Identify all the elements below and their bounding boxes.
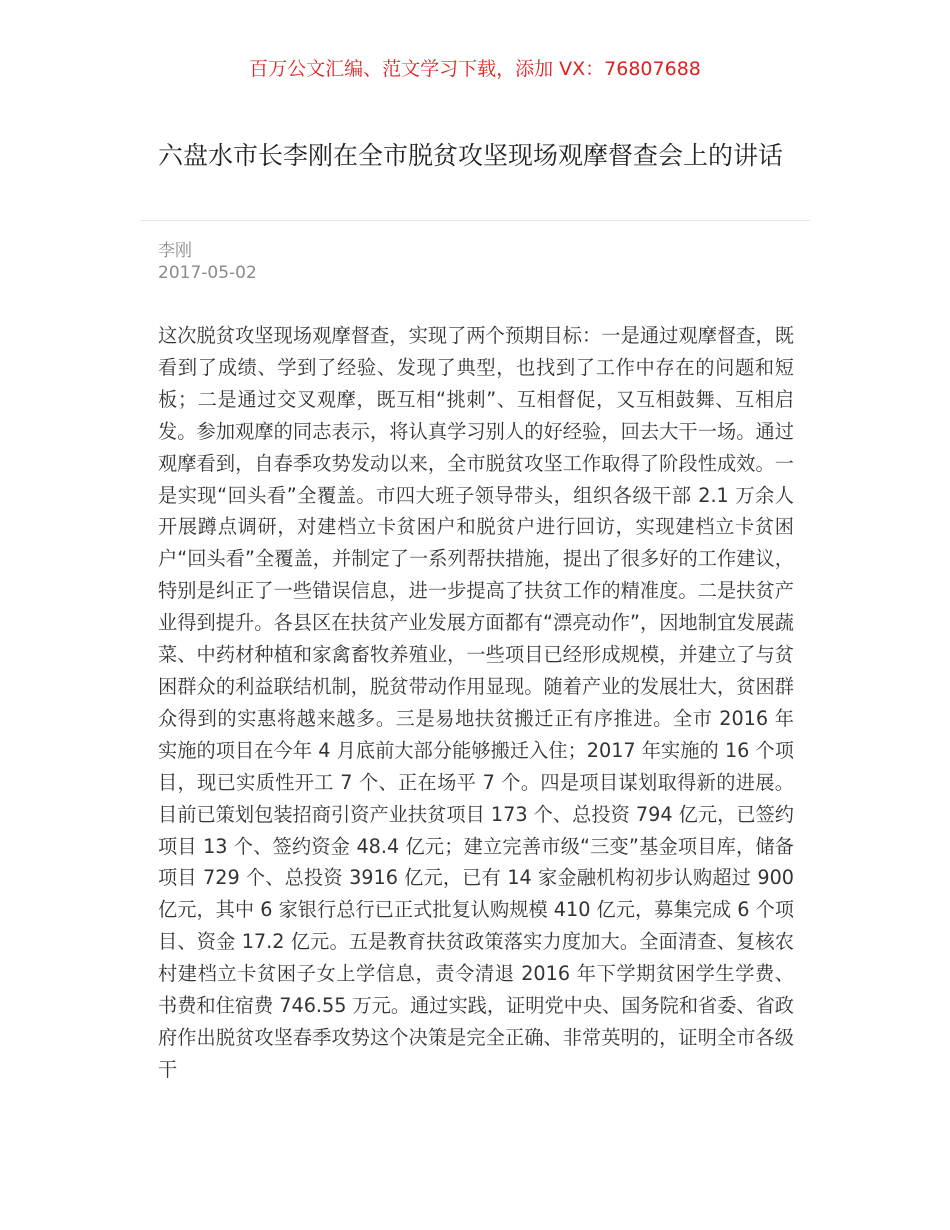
article-author: 李刚 bbox=[158, 241, 192, 261]
article-body: 这次脱贫攻坚现场观摩督查，实现了两个预期目标：一是通过观摩督查，既看到了成绩、学到了经验、发现了典型，也找到了工作中存在的问题和短板；二是通过交叉观摩，既互相“挑刺”、互相督促，又互相鼓舞、互相启发。参加观摩的同志表示，将认真学习别人的好经验，回去大干一场。通过观摩看到，自春季攻势发动以来，全市脱贫攻坚工作取得了阶段性成效。一是实现“回头看”全覆盖。市四大班子领导带头，组织各级干部 2.1 万余人开展蹲点调研，对建档立卡贫困户和脱贫户进行回访，实现建档立卡贫困户“回头看”全覆盖，并制定了一系列帮扶措施，提出了很多好的工作建议，特别是纠正了一些错误信息，进一步提高了扶贫工作的精准度。二是扶贫产业得到提升。各县区在扶贫产业发展方面都有“漂亮动作”，因地制宜发展蔬菜、中药材种植和家禽畜牧养殖业，一些项目已经形成规模，并建立了与贫困群众的利益联结机制，脱贫带动作用显现。随着产业的发展壮大，贫困群众得到的实惠将越来越多。三是易地扶贫搬迁正有序推进。全市 2016 年实施的项目在今年 4 月底前大部分能够搬迁入住；2017 年实施的 16 个项目，现已实质性开工 7 个、正在场平 7 个。四是项目谋划取得新的进展。目前已策划包装招商引资产业扶贫项目 173 个、总投资 794 亿元，已签约项目 13 个、签约资金 48.4 亿元；建立完善市级“三变”基金项目库，储备项目 729 个、总投资 3916 亿元，已有 14 家金融机构初步认购超过 900 亿元，其中 6 家银行总行已正式批复认购规模 410 亿元，募集完成 6 个项目、资金 17.2 亿元。五是教育扶贫政策落实力度加大。全面清查、复核农村建档立卡贫困子女上学信息，责令清退 2016 年下学期贫困学生学费、书费和住宿费 746.55 万元。通过实践，证明党中央、国务院和省委、省政府作出脱贫攻坚春季攻势这个决策是完全正确、非常英明的，证明全市各级干 bbox=[158, 324, 794, 1081]
title-divider bbox=[140, 220, 810, 221]
article-date: 2017-05-02 bbox=[158, 263, 257, 283]
article-title: 六盘水市长李刚在全市脱贫攻坚现场观摩督查会上的讲话 bbox=[158, 141, 784, 170]
download-banner[interactable]: 百万公文汇编、范文学习下载，添加 VX：76807688 bbox=[249, 58, 701, 80]
